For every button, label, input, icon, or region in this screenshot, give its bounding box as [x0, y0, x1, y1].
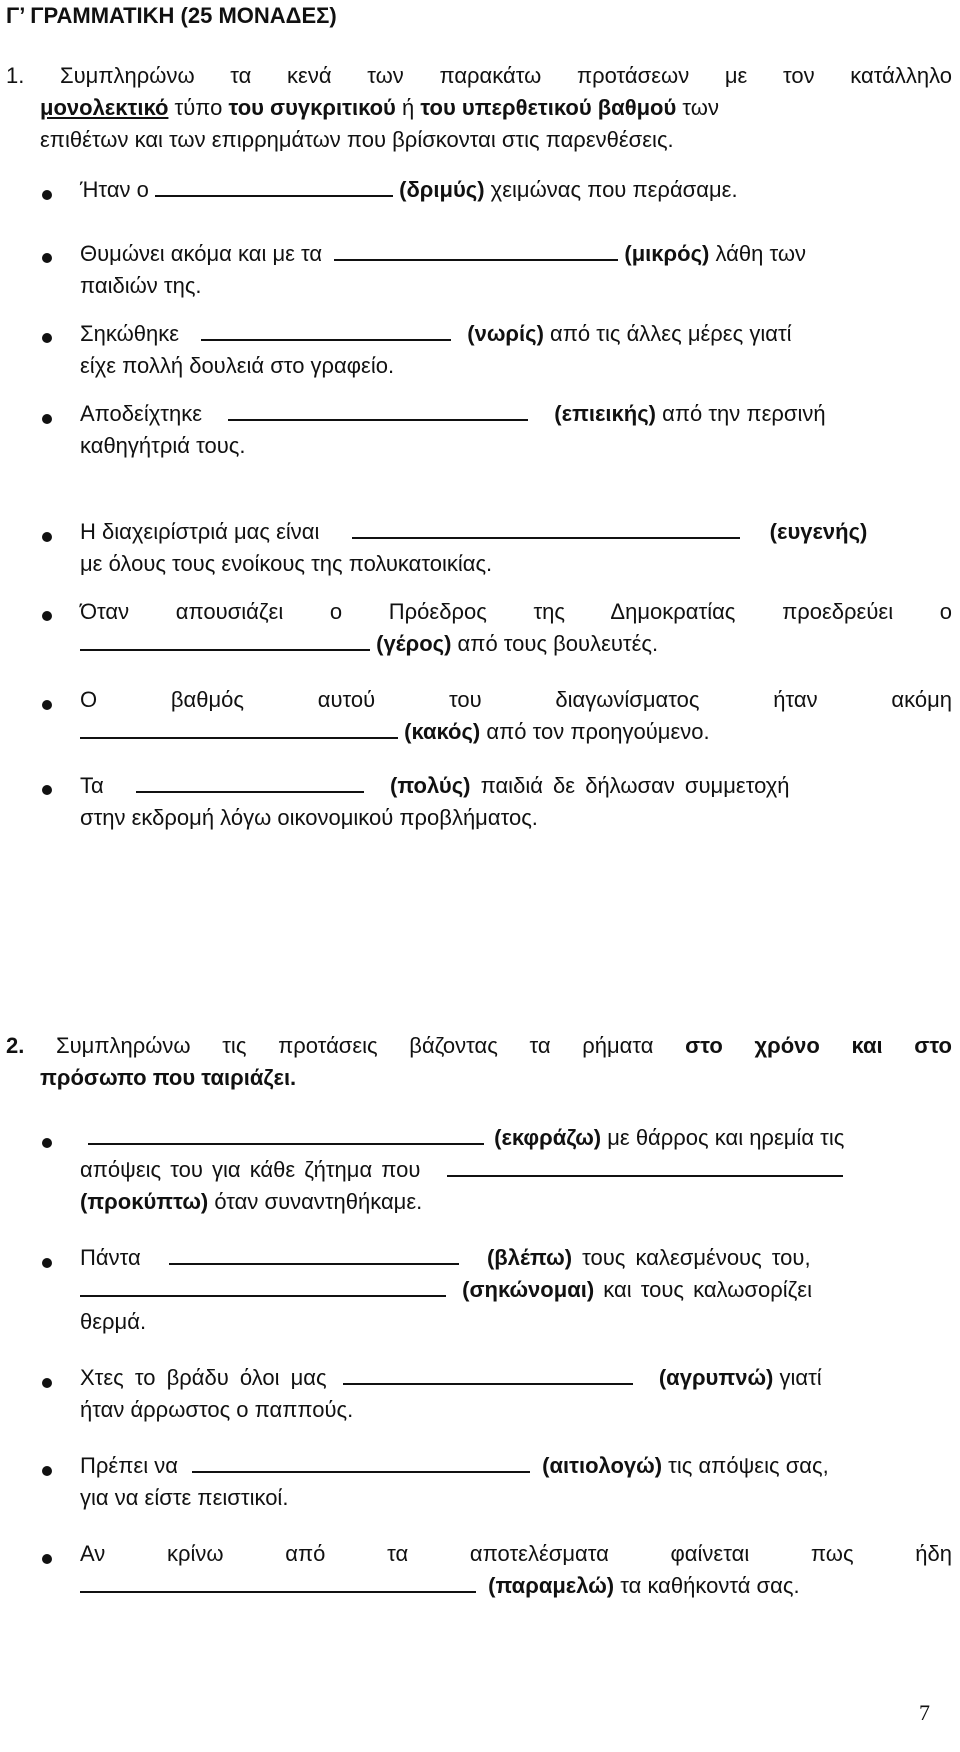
ex1-intro-superlative: του υπερθετικού βαθμού [420, 95, 677, 120]
ex1-item-6: Όταν απουσιάζει ο Πρόεδρος της Δημοκρατίας προεδρεύει ο [80, 599, 952, 624]
ex2-item-line2: απόψεις του για κάθε ζήτημα που [80, 1157, 421, 1182]
ex1-item-2 [80, 240, 960, 268]
ex2-intro-line1 [6, 1032, 952, 1060]
ex1-item-pre: Τα [80, 773, 104, 798]
ex1-intro-monolektiko: μονολεκτικό [40, 95, 169, 120]
ex1-intro-comparative: του συγκριτικού [228, 95, 396, 120]
bullet-icon [42, 1554, 52, 1564]
answer-blank[interactable] [80, 719, 398, 739]
ex1-item-5-cont: με όλους τους ενοίκους της πολυκατοικίας. [80, 551, 493, 576]
ex2-intro-line2: πρόσωπο που ταιριάζει. [40, 1065, 297, 1090]
answer-blank[interactable] [80, 1573, 476, 1593]
ex1-intro-text: τύπο [168, 95, 229, 120]
ex2-intro-a: Συμπληρώνω τις προτάσεις βάζοντας τα ρήματα [56, 1033, 686, 1058]
ex2-item-2-cont2: θερμά. [80, 1309, 147, 1334]
ex1-item-pre: Αποδείχτηκε [80, 401, 202, 426]
ex1-item-pre: Η διαχειρίστριά μας είναι [80, 519, 320, 544]
ex2-item-post2: και τους καλωσορίζει [594, 1277, 812, 1302]
answer-blank[interactable] [352, 519, 740, 539]
ex1-item-4-cont: καθηγήτριά τους. [80, 433, 246, 458]
ex2-intro-bold: στο χρόνο και στο [685, 1033, 952, 1058]
ex1-item-7: Ο βαθμός αυτού του διαγωνίσματος ήταν ακόμη [80, 687, 952, 712]
answer-blank[interactable] [80, 631, 370, 651]
ex1-item-post: από τον προηγούμενο. [480, 719, 710, 744]
ex2-item-pre: Πάντα [80, 1245, 141, 1270]
ex1-item-post: παιδιά δε δήλωσαν συμμετοχή [470, 773, 790, 798]
ex1-intro-or: ή [395, 95, 421, 120]
ex1-intro-line3: επιθέτων και των επιρρημάτων που βρίσκονται στις παρενθέσεις. [40, 127, 674, 152]
ex2-item-pre: Πρέπει να [80, 1453, 178, 1478]
ex1-number: 1. [6, 63, 25, 88]
answer-blank[interactable] [136, 773, 364, 793]
ex1-item-word: (επιεικής) [554, 401, 656, 426]
ex2-item-word2: (σηκώνομαι) [462, 1277, 595, 1302]
bullet-icon [42, 532, 52, 542]
ex2-item-post: τα καθήκοντά σας. [614, 1573, 800, 1598]
answer-blank[interactable] [447, 1157, 843, 1177]
ex1-intro-line2 [40, 94, 952, 122]
ex2-item-word: (αιτιολογώ) [542, 1453, 663, 1478]
ex1-item-post: λάθη των [709, 241, 807, 266]
ex2-item-word: (βλέπω) [486, 1245, 573, 1270]
ex1-item-3 [80, 320, 960, 348]
ex1-item-5 [80, 518, 960, 546]
page-number: 7 [919, 1700, 930, 1725]
ex2-item-1-cont [80, 1156, 960, 1184]
bullet-icon [42, 333, 52, 343]
ex1-item-post: από την περσινή [656, 401, 826, 426]
answer-blank[interactable] [88, 1125, 484, 1145]
ex1-item-8 [80, 772, 960, 800]
ex1-item-2-cont: παιδιών της. [80, 273, 202, 298]
ex2-item-3-cont: ήταν άρρωστος ο παππούς. [80, 1397, 354, 1422]
ex2-item-word2: (προκύπτω) [80, 1189, 209, 1214]
answer-blank[interactable] [334, 241, 618, 261]
bullet-icon [42, 253, 52, 263]
ex1-item-3-cont: είχε πολλή δουλειά στο γραφείο. [80, 353, 395, 378]
ex1-item-word: (νωρίς) [467, 321, 544, 346]
ex1-item-7-cont [80, 718, 960, 746]
answer-blank[interactable] [155, 177, 393, 197]
ex2-item-4-cont: για να είστε πειστικοί. [80, 1485, 289, 1510]
bullet-icon [42, 700, 52, 710]
ex2-item-word: (εκφράζω) [494, 1125, 602, 1150]
bullet-icon [42, 785, 52, 795]
ex2-item-pre: Χτες το βράδυ όλοι μας [80, 1365, 327, 1390]
answer-blank[interactable] [169, 1245, 459, 1265]
ex1-item-post: χειμώνας που περάσαμε. [484, 177, 738, 202]
answer-blank[interactable] [228, 401, 528, 421]
bullet-icon [42, 414, 52, 424]
ex2-item-1-cont2 [80, 1188, 960, 1216]
ex1-item-word: (πολύς) [390, 773, 471, 798]
ex1-item-post: από τις άλλες μέρες γιατί [543, 321, 792, 346]
ex1-item-pre: Ήταν ο [80, 177, 149, 202]
section-title: Γ’ ΓΡΑΜΜΑΤΙΚΗ (25 ΜΟΝΑΔΕΣ) [6, 3, 337, 28]
bullet-icon [42, 611, 52, 621]
ex2-item-1 [80, 1124, 960, 1152]
bullet-icon [42, 190, 52, 200]
ex2-item-post: τους καλεσμένους του, [572, 1245, 811, 1270]
ex2-item-word: (αγρυπνώ) [658, 1365, 774, 1390]
ex1-intro-line1 [6, 62, 952, 90]
answer-blank[interactable] [80, 1277, 446, 1297]
ex2-item-word: (παραμελώ) [488, 1573, 615, 1598]
ex2-item-post2: όταν συναντηθήκαμε. [208, 1189, 423, 1214]
ex2-item-5-cont [80, 1572, 960, 1600]
ex1-item-word: (δριμύς) [399, 177, 485, 202]
ex1-item-word: (μικρός) [624, 241, 710, 266]
ex1-intro-ton: των [676, 95, 719, 120]
ex1-item-6-cont [80, 630, 960, 658]
ex1-intro-a: Συμπληρώνω τα κενά των παρακάτω προτάσεων με τον κατάλληλο [60, 63, 952, 88]
bullet-icon [42, 1378, 52, 1388]
ex1-item-1 [80, 176, 960, 204]
ex1-item-post: από τους βουλευτές. [451, 631, 659, 656]
ex2-item-4 [80, 1452, 960, 1480]
ex2-item-2-cont [80, 1276, 960, 1304]
ex2-item-post: με θάρρος και ηρεμία τις [601, 1125, 845, 1150]
answer-blank[interactable] [192, 1453, 530, 1473]
answer-blank[interactable] [201, 321, 451, 341]
ex1-item-word: (ευγενής) [769, 519, 868, 544]
ex1-item-8-cont: στην εκδρομή λόγω οικονομικού προβλήματος. [80, 805, 538, 830]
ex1-item-pre: Σηκώθηκε [80, 321, 180, 346]
ex2-item-post: τις απόψεις σας, [662, 1453, 829, 1478]
ex2-item-post: γιατί [773, 1365, 822, 1390]
answer-blank[interactable] [343, 1365, 633, 1385]
ex1-item-word: (γέρος) [376, 631, 452, 656]
bullet-icon [42, 1466, 52, 1476]
ex2-number: 2. [6, 1033, 25, 1058]
ex1-item-pre: Θυμώνει ακόμα και με τα [80, 241, 323, 266]
ex2-item-2 [80, 1244, 960, 1272]
bullet-icon [42, 1258, 52, 1268]
ex1-item-word: (κακός) [404, 719, 481, 744]
bullet-icon [42, 1138, 52, 1148]
ex2-item-3 [80, 1364, 960, 1392]
ex2-item-5: Αν κρίνω από τα αποτελέσματα φαίνεται πως ήδη [80, 1541, 952, 1566]
ex1-item-4 [80, 400, 960, 428]
